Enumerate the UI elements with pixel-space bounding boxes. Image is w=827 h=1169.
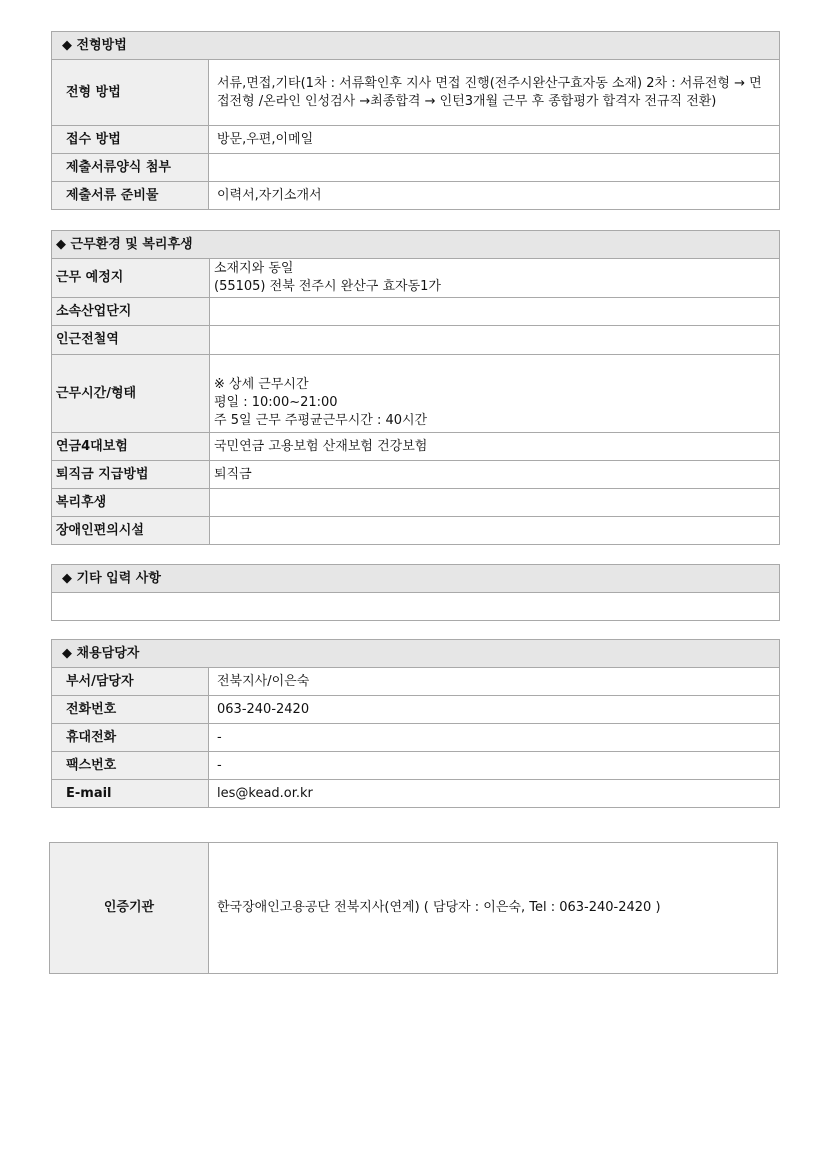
mobile-value: - [209,724,780,752]
table-row [52,355,780,433]
environment-table [51,230,780,545]
table-row [52,517,780,545]
selection-header: ◆ 전형방법 [52,32,780,60]
certification-label: 인증기관 [50,843,209,974]
documents-value: 이력서,자기소개서 [209,182,780,210]
industrial-complex-value [210,298,780,326]
disability-facility-label: 장애인편의시설 [52,517,210,545]
table-row [52,182,780,210]
insurance-value: 국민연금 고용보험 산재보험 건강보험 [210,433,780,461]
email-label: E-mail [52,780,209,808]
severance-label: 퇴직금 지급방법 [52,461,210,489]
table-row [52,326,780,355]
environment-header: ◆ 근무환경 및 복리후생 [52,231,780,259]
selection-header-row [52,32,780,60]
location-line-2: (55105) 전북 전주시 완산구 효자동1가 [214,279,441,294]
location-value [210,259,780,298]
environment-header-row [52,231,780,259]
other-header: ◆ 기타 입력 사항 [52,565,780,593]
phone-label: 전화번호 [52,696,209,724]
work-hours-value [210,355,780,433]
subway-value [210,326,780,355]
table-row [52,154,780,182]
application-method-label: 접수 방법 [52,126,209,154]
fax-value: - [209,752,780,780]
table-row [50,843,778,974]
certification-table [49,842,778,974]
phone-value: 063-240-2420 [209,696,780,724]
table-row [52,298,780,326]
work-hours-line-1: ※ 상세 근무시간 [214,376,309,392]
email-value[interactable]: les@kead.or.kr [209,780,780,808]
contact-table [51,639,780,808]
contact-header: ◆ 채용담당자 [52,640,780,668]
table-row [52,668,780,696]
application-method-value: 방문,우편,이메일 [209,126,780,154]
work-hours-line-3: 주 5일 근무 주평균근무시간 : 40시간 [214,412,428,428]
industrial-complex-label: 소속산업단지 [52,298,210,326]
table-row [52,461,780,489]
document-form-value [209,154,780,182]
table-row [52,724,780,752]
welfare-label: 복리후생 [52,489,210,517]
fax-label: 팩스번호 [52,752,209,780]
selection-method-label: 전형 방법 [52,60,209,126]
other-value [52,593,780,621]
department-value: 전북지사/이은숙 [209,668,780,696]
document-form-label: 제출서류양식 첨부 [52,154,209,182]
table-row [52,489,780,517]
work-hours-label: 근무시간/형태 [52,355,210,433]
other-header-row [52,565,780,593]
documents-label: 제출서류 준비물 [52,182,209,210]
selection-method-value: 서류,면접,기타(1차 : 서류확인후 지사 면접 진행(전주시완산구효자동 소재) 2차 : 서류전형 → 면접전형 /온라인 인성검사 →최종합격 → 인턴3개월 근무 후 종합평가 합격자 전규직 전환) [209,60,780,126]
department-label: 부서/담당자 [52,668,209,696]
welfare-value [210,489,780,517]
contact-header-row [52,640,780,668]
severance-value: 퇴직금 [210,461,780,489]
table-row [52,60,780,126]
table-row [52,593,780,621]
certification-value: 한국장애인고용공단 전북지사(연계) ( 담당자 : 이은숙, Tel : 063-240-2420 ) [209,843,778,974]
disability-facility-value [210,517,780,545]
location-label: 근무 예정지 [52,259,210,298]
subway-label: 인근전철역 [52,326,210,355]
insurance-label: 연금4대보험 [52,433,210,461]
table-row [52,126,780,154]
table-row [52,259,780,298]
work-hours-line-2: 평일 : 10:00~21:00 [214,394,338,410]
location-line-1: 소재지와 동일 [214,261,294,276]
mobile-label: 휴대전화 [52,724,209,752]
selection-table [51,31,780,210]
table-row [52,752,780,780]
table-row [52,696,780,724]
table-row [52,780,780,808]
table-row [52,433,780,461]
other-table [51,564,780,621]
